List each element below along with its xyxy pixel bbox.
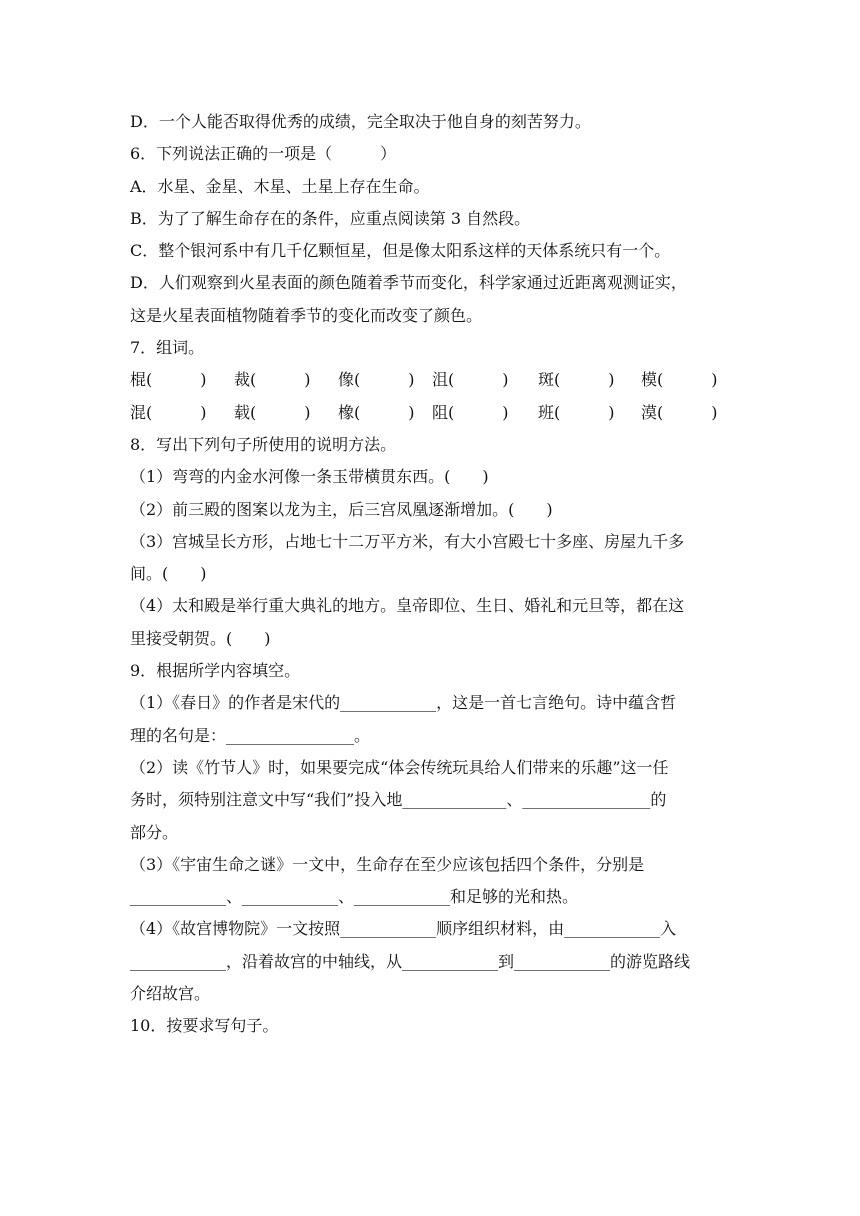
q8-item-2: （2）前三殿的图案以龙为主，后三宫凤凰逐渐增加。( ) [130,499,553,519]
word-cell: 班( ) [538,402,615,422]
q8-item-4-continued: 里接受朝贺。( ) [130,628,271,648]
q8-item-3-continued: 间。( ) [130,564,207,584]
word-cell: 像( ) [338,370,415,390]
q9-item-2-end: 部分。 [130,822,179,842]
q9-item-2: （2）读《竹节人》时，如果要完成“体会传统玩具给人们带来的乐趣”这一任 [130,757,669,777]
document-body [130,106,730,1043]
word-cell: 斑( ) [538,370,615,390]
word-cell: 模( ) [641,370,718,390]
q8-item-3: （3）宫城呈长方形，占地七十二万平方米，有大小宫殿七十多座、房屋九千多 [130,531,685,551]
option-d: D．人们观察到火星表面的颜色随着季节而变化，科学家通过近距离观测证实， [130,273,687,293]
option-d-q5: D．一个人能否取得优秀的成绩，完全取决于他自身的刻苦努力。 [130,112,591,131]
word-row [130,364,730,396]
question-6-stem: 6．下列说法正确的一项是（ ） [130,144,397,164]
option-d-continued: 这是火星表面植物随着季节的变化而改变了颜色。 [130,305,483,325]
q9-item-2-continued: 务时，须特别注意文中写“我们”投入地_____________、________________的 [130,790,667,810]
option-c: C．整个银河系中有几千亿颗恒星，但是像太阳系这样的天体系统只有一个。 [130,241,671,261]
q9-item-4-end: 介绍故宫。 [130,984,211,1004]
word-cell: 棍( ) [130,370,207,390]
option-a: A．水星、金星、木星、土星上存在生命。 [130,176,430,196]
word-cell: 阻( ) [432,402,509,422]
q9-item-3: （3）《宇宙生命之谜》一文中，生命存在至少应该包括四个条件，分别是 [130,854,645,874]
question-10-stem: 10．按要求写句子。 [130,1016,279,1036]
word-cell: 沮( ) [432,370,509,390]
q9-item-3-continued: ____________、____________、____________和足够的光和热。 [130,887,579,907]
question-7-stem: 7．组词。 [130,338,205,358]
q8-item-4: （4）太和殿是举行重大典礼的地方。皇帝即位、生日、婚礼和元旦等，都在这 [130,596,685,616]
word-cell: 漠( ) [641,402,718,422]
word-cell: 混( ) [130,402,207,422]
word-cell: 橡( ) [338,402,415,422]
q9-item-4: （4）《故宫博物院》一文按照____________顺序组织材料，由____________入 [130,919,677,939]
word-cell: 裁( ) [234,370,311,390]
q8-item-1: （1）弯弯的内金水河像一条玉带横贯东西。( ) [130,467,489,487]
word-row [130,397,730,429]
q9-item-4-continued: ____________，沿着故宫的中轴线，从____________到____________的游览路线 [130,951,691,971]
word-cell: 载( ) [234,402,311,422]
option-b: B．为了了解生命存在的条件，应重点阅读第 3 自然段。 [130,208,531,228]
question-8-stem: 8．写出下列句子所使用的说明方法。 [130,434,397,454]
q9-item-1: （1）《春日》的作者是宋代的____________，这是一首七言绝句。诗中蕴含哲 [130,693,677,713]
question-9-stem: 9．根据所学内容填空。 [130,661,301,681]
q9-item-1-continued: 理的名句是：________________。 [130,725,371,745]
